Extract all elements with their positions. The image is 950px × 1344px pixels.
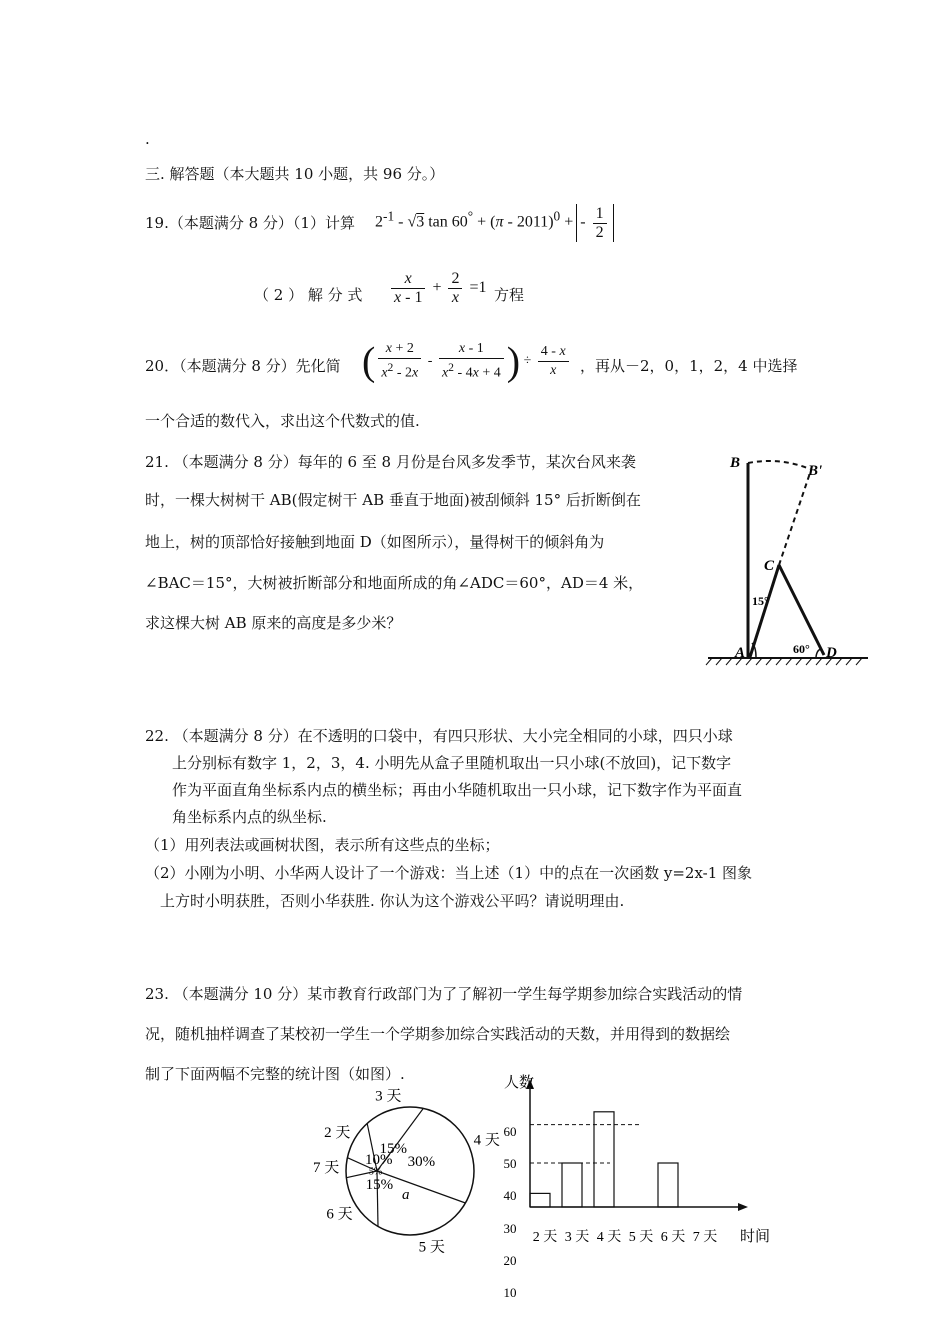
pie-slice-value: 15% [379, 1140, 408, 1157]
bar [594, 1112, 614, 1207]
angle-60-label: 60° [793, 642, 810, 656]
bar [658, 1163, 678, 1207]
pie-slice-value: a [401, 1187, 410, 1204]
pie-slice-label: 3 天 [375, 1088, 402, 1105]
label-D: D [826, 645, 837, 661]
pie-slice-value: 10% [364, 1152, 393, 1168]
q21-line: 求这棵大树 AB 原来的高度是多少米？ [145, 614, 402, 632]
label-A: A [735, 645, 746, 661]
x-category-label: 7 天 [692, 1230, 718, 1245]
bar-xlabel: 时间 [740, 1229, 771, 1245]
q19-label: 19.（本题满分 8 分）（1）计算 [145, 214, 355, 232]
x-category-label: 6 天 [660, 1230, 686, 1245]
q19-expression: $2^{-1} - √3$ tan 60° + (π - 2011)$^0$ + - $\frac{1}{2}$ [375, 204, 617, 242]
x-category-label: 2 天 [532, 1230, 558, 1245]
y-tick-label: 20 [503, 1253, 517, 1268]
bar-chart [490, 1075, 780, 1305]
q23-line: 23. （本题满分 10 分）某市教育行政部门为了了解初一学生每学期参加综合实践活动的情 [145, 985, 743, 1003]
y-tick-label: 50 [503, 1156, 517, 1171]
q23-line: 况，随机抽样调查了某校初一学生一个学期参加综合实践活动的天数，并用得到的数据绘 [145, 1025, 731, 1043]
q22-line: 22. （本题满分 8 分）在不透明的口袋中，有四只形状、大小完全相同的小球，四只小球 [145, 727, 733, 745]
q20-label: 20．（本题满分 8 分）先化简 [145, 357, 341, 375]
stray-dot: . [145, 130, 150, 148]
pie-chart [312, 1088, 500, 1256]
pie-labels [313, 1088, 500, 1256]
pie-slice-label: 5 天 [418, 1239, 445, 1256]
pie-slice-value: 15% [365, 1177, 394, 1194]
bar-bars [530, 1112, 678, 1207]
angle-15-label: 15° [752, 594, 769, 608]
q20-line2: 一个合适的数代入，求出这个代数式的值. [145, 412, 420, 430]
x-category-label: 3 天 [564, 1230, 590, 1245]
y-tick-label: 60 [503, 1124, 517, 1139]
q21-line: 21. （本题满分 8 分）每年的 6 至 8 月份是台风多发季节，某次台风来袭 [145, 453, 636, 471]
q22-line: 作为平面直角坐标系内点的横坐标；再由小华随机取出一只小球，记下数字作为平面直 [172, 781, 743, 799]
x-axis-arrow [738, 1203, 748, 1211]
bar [562, 1163, 582, 1207]
label-C: C [764, 558, 775, 574]
q22-line: 上方时小明获胜，否则小华获胜. 你认为这个游戏公平吗？请说明理由. [160, 892, 625, 910]
q21-line: 地上，树的顶部恰好接触到地面 D（如图所示），量得树干的倾斜角为 [145, 533, 605, 551]
tree-figure [700, 445, 875, 670]
segment-CB-prime [779, 473, 810, 565]
bar-ylabel: 人数 [504, 1075, 535, 1091]
q22-line: 上分别标有数字 1，2，3，4. 小明先从盒子里随机取出一只小球(不放回)，记下数字 [172, 754, 732, 772]
arc-BB-prime [748, 461, 810, 469]
q21-line: 时，一棵大树树干 AB(假定树干 AB 垂直于地面)被刮倾斜 15° 后折断倒在 [145, 491, 641, 509]
ground-hatch [706, 658, 862, 665]
q19-part2-suffix: 方程 [494, 286, 525, 304]
bar-ticks [504, 1124, 643, 1300]
label-B-prime: B' [808, 463, 823, 479]
q21-line: ∠BAC＝15°，大树被折断部分和地面所成的角∠ADC＝60°，AD＝4 米， [145, 574, 644, 592]
q22-line: 角坐标系内点的纵坐标. [172, 808, 327, 826]
y-tick-label: 10 [503, 1285, 517, 1300]
pie-slice-label: 4 天 [473, 1132, 500, 1149]
q22-line: （1）用列表法或画树状图，表示所有这些点的坐标； [145, 836, 500, 854]
bar-categories [533, 1229, 718, 1245]
pie-slice-label: 2 天 [324, 1125, 351, 1141]
bar [530, 1193, 550, 1207]
pie-slice-label: 7 天 [312, 1159, 340, 1176]
x-category-label: 5 天 [628, 1230, 654, 1245]
q22-line: （2）小刚为小明、小华两人设计了一个游戏：当上述（1）中的点在一次函数 y=2x-1 图象 [145, 864, 753, 882]
pie-slice-label: 6 天 [326, 1206, 353, 1223]
label-B: B [730, 455, 741, 471]
bar-axes [526, 1079, 748, 1211]
pie-slice-value: 30% [407, 1154, 436, 1171]
section-heading: 三. 解答题（本大题共 10 小题，共 96 分。） [145, 165, 445, 183]
x-category-label: 4 天 [596, 1230, 622, 1245]
q19-part2-prefix: （ 2 ） 解 分 式 [254, 286, 363, 304]
q20-expression: ( $\frac{x + 2}{x^2 - 2x}$ - $\frac{x - 1}{x^2 - 4x + 4}$ ) ÷ $\frac{4 - x}{x}$ [362, 340, 572, 383]
y-tick-label: 30 [503, 1221, 517, 1236]
q20-tail: ，再从－2，0，1，2，4 中选择 [580, 357, 798, 375]
pie-slice-value: 5% [368, 1166, 383, 1178]
y-tick-label: 40 [503, 1188, 517, 1203]
q19-equation: $\frac{x}{x - 1}$ + $\frac{2}{x}$ =1 [388, 270, 487, 307]
segment-AC [750, 565, 779, 657]
q23-line: 制了下面两幅不完整的统计图（如图）. [145, 1065, 405, 1083]
